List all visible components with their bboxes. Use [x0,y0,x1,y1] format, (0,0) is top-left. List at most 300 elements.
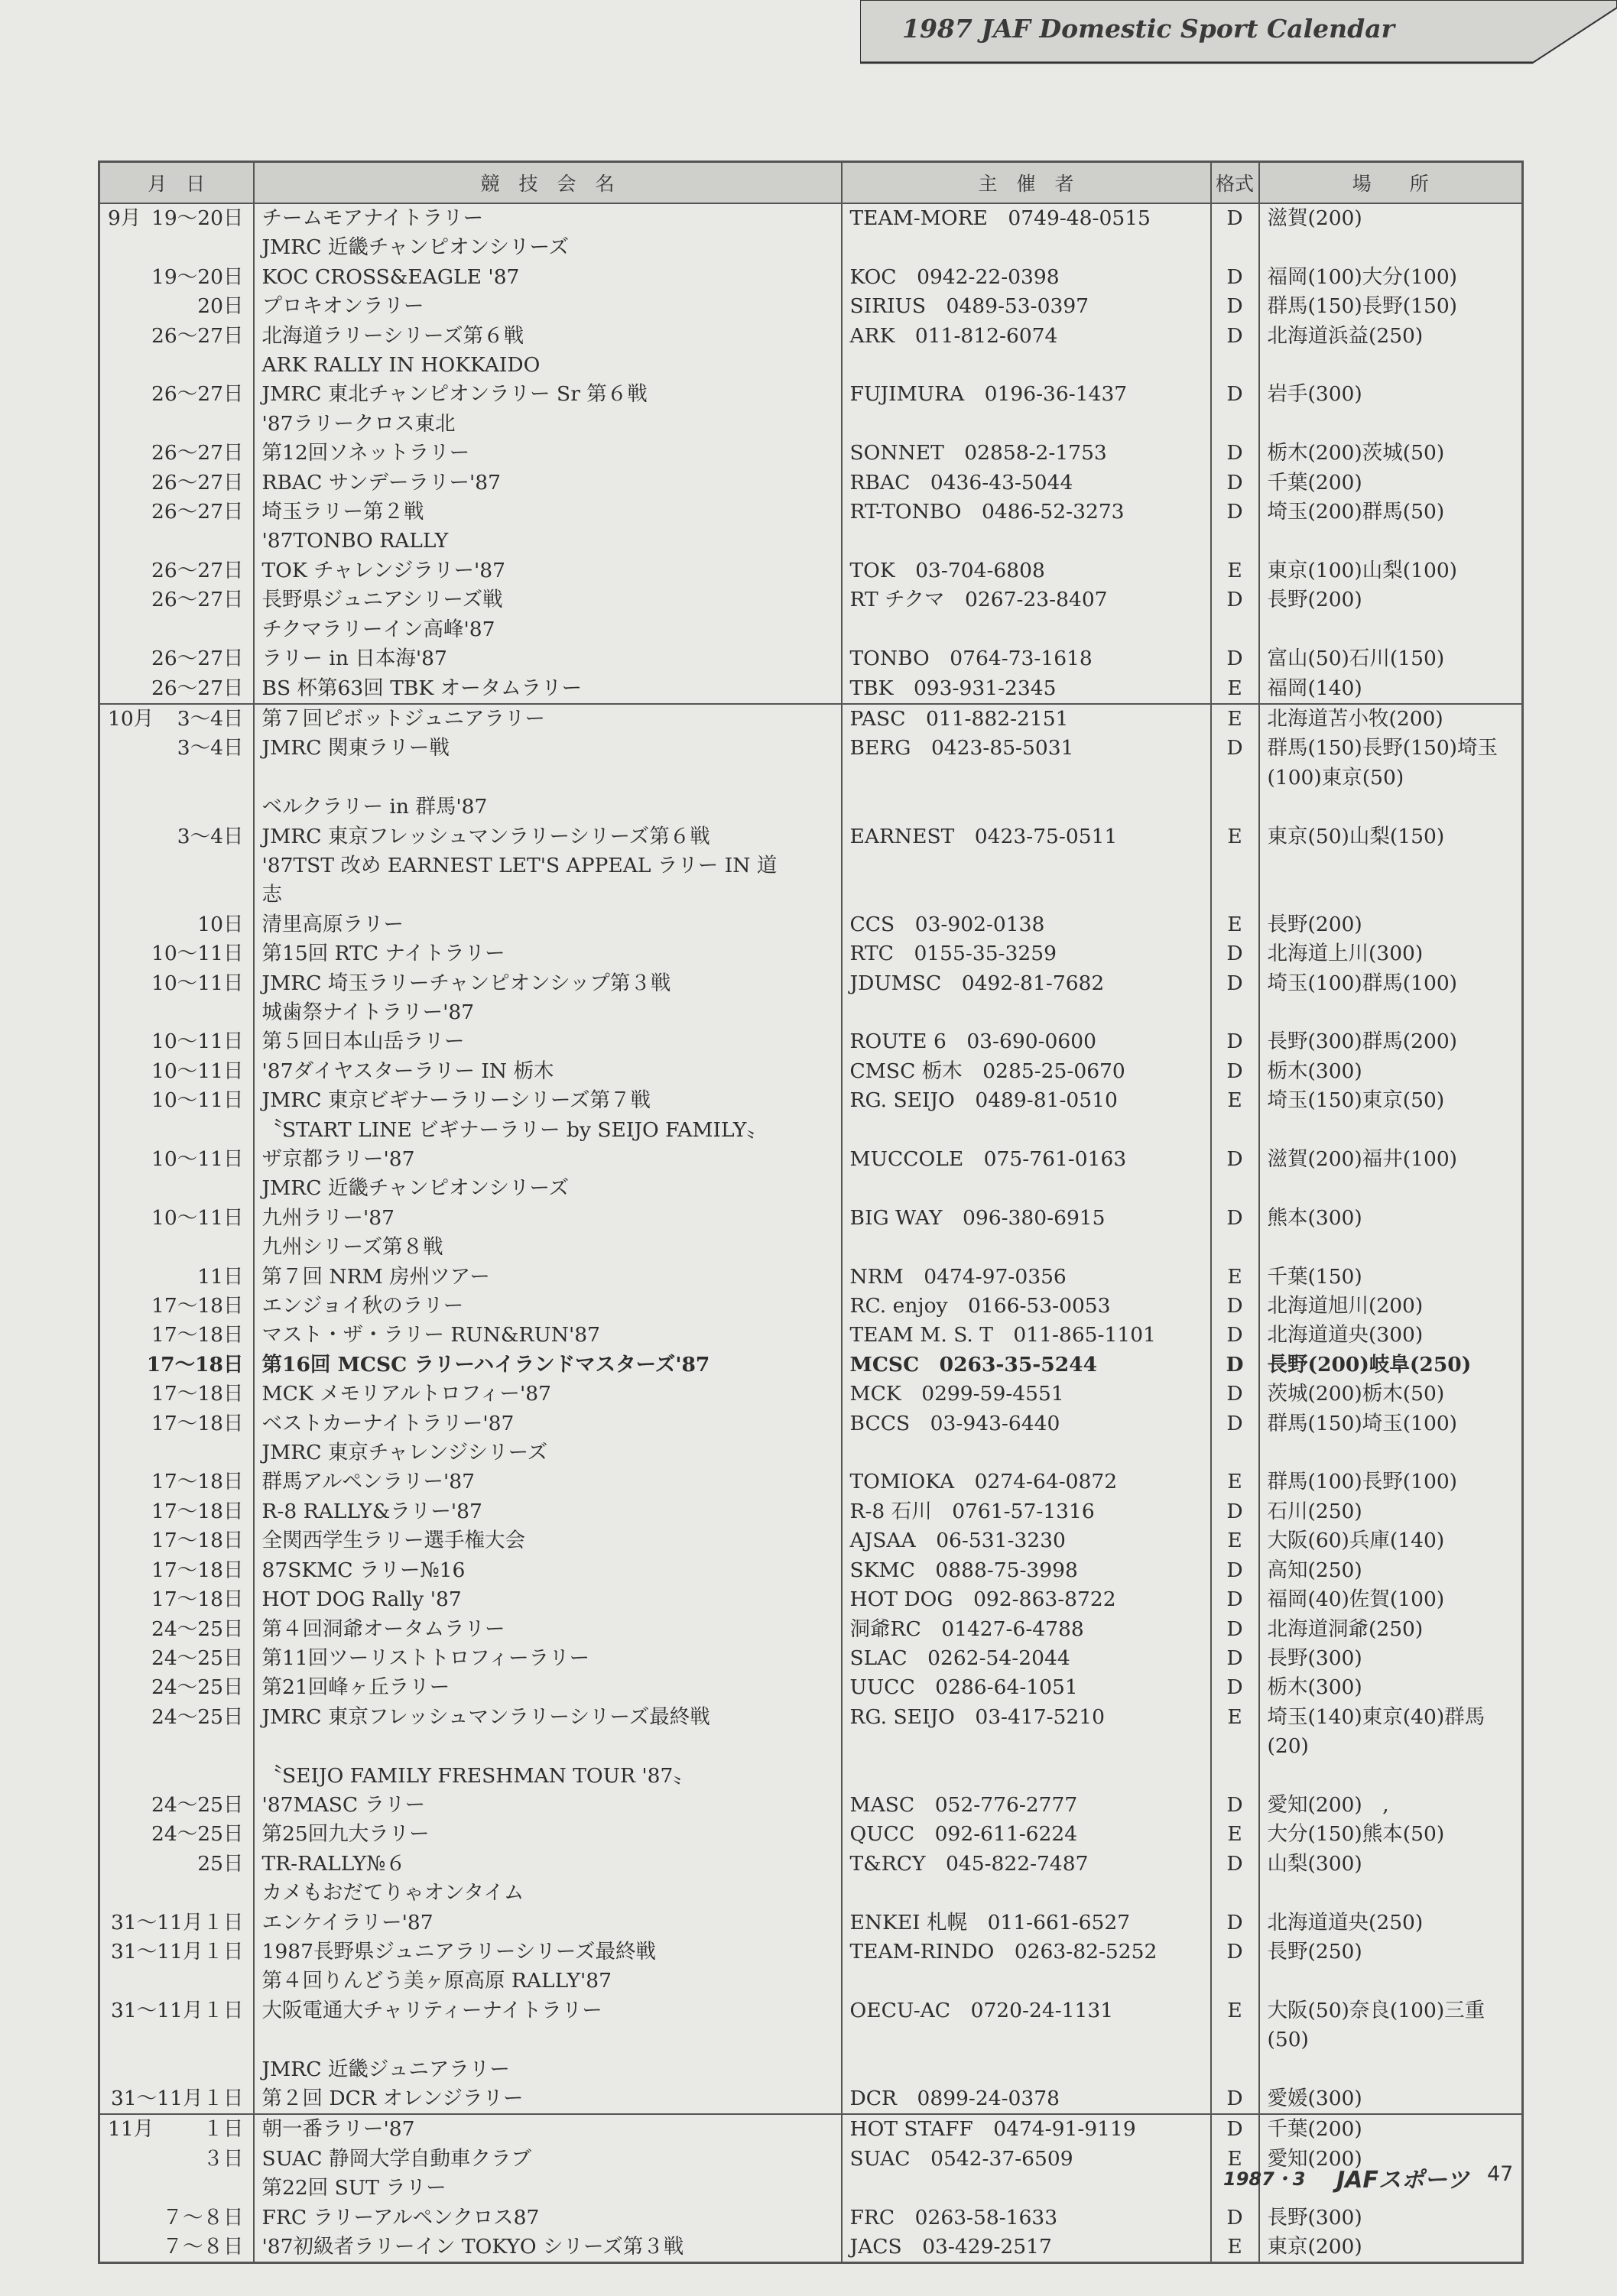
organizer: MCK 0299-59-4551 [842,1380,1211,1409]
venue: 長野(300) [1259,1644,1523,1673]
event-date [99,1879,254,1908]
table-row [99,1762,1523,1791]
event-date [99,1027,254,1056]
format: E [1211,1263,1259,1292]
organizer: NRM 0474-97-0356 [842,1263,1211,1292]
event-date [99,880,254,910]
event-date [99,910,254,939]
event-name: JMRC 近畿ジュニアラリー [254,2055,842,2084]
format [1211,1174,1259,1203]
event-name: MCK メモリアルトロフィー'87 [254,1380,842,1409]
event-name: JMRC 東京フレッシュマンラリーシリーズ第６戦 [254,822,842,851]
format [1211,1116,1259,1145]
event-name: 87SKMC ラリー№16 [254,1556,842,1585]
date-range: 17～18日 [151,1529,244,1553]
table-row [99,410,1523,439]
venue: 石川(250) [1259,1497,1523,1526]
event-name: 第５回日本山岳ラリー [254,1027,842,1056]
event-date [99,203,254,233]
event-name: チクマラリーイン高峰'87 [254,615,842,644]
venue [1259,233,1523,262]
table-row [99,704,1523,734]
organizer [842,1879,1211,1908]
venue: 大阪(50)奈良(100)三重(50) [1259,1996,1523,2055]
organizer: RG. SEIJO 0489-81-0510 [842,1086,1211,1115]
format: D [1211,939,1259,968]
event-date [99,939,254,968]
page-number: 47 [1487,2162,1514,2186]
date-range: 26～27日 [151,558,244,582]
venue: 群馬(150)長野(150) [1259,292,1523,321]
format: D [1211,1204,1259,1233]
table-row [99,1027,1523,1056]
venue: 山梨(300) [1259,1850,1523,1879]
event-date [99,1057,254,1086]
organizer: RTC 0155-35-3259 [842,939,1211,968]
event-name: 大阪電通大チャリティーナイトラリー [254,1996,842,2055]
event-date [99,1086,254,1115]
date-range: 3～4日 [177,824,244,848]
date-range: 10日 [197,912,244,936]
event-date [99,2114,254,2144]
format: D [1211,734,1259,793]
table-row [99,1351,1523,1380]
event-date [99,1791,254,1820]
event-name: TOK チャレンジラリー'87 [254,556,842,585]
table-row [99,1820,1523,1849]
format: D [1211,2204,1259,2233]
organizer: BERG 0423-85-5031 [842,734,1211,793]
format [1211,880,1259,910]
venue: 東京(50)山梨(150) [1259,822,1523,851]
event-name: カメもおだてりゃオンタイム [254,1879,842,1908]
date-range: 26～27日 [151,500,244,524]
format [1211,793,1259,822]
format: D [1211,585,1259,615]
date-range: 3～4日 [177,736,244,760]
venue: 滋賀(200)福井(100) [1259,1145,1523,1174]
event-date [99,1321,254,1350]
organizer: EARNEST 0423-75-0511 [842,822,1211,851]
event-date [99,439,254,468]
event-name: 第11回ツーリストトロフィーラリー [254,1644,842,1673]
event-date [99,2204,254,2233]
table-row [99,585,1523,615]
format: E [1211,1526,1259,1555]
event-name: JMRC 東京フレッシュマンラリーシリーズ最終戦 [254,1703,842,1762]
organizer: TEAM-RINDO 0263-82-5252 [842,1938,1211,1967]
event-name: 埼玉ラリー第２戦 [254,498,842,527]
format [1211,233,1259,262]
format: D [1211,1644,1259,1673]
organizer: RT-TONBO 0486-52-3273 [842,498,1211,527]
organizer [842,1762,1211,1791]
event-date [99,1908,254,1938]
table-row [99,469,1523,498]
organizer: MUCCOLE 075-761-0163 [842,1145,1211,1174]
venue [1259,410,1523,439]
venue: 群馬(100)長野(100) [1259,1467,1523,1497]
event-name: KOC CROSS&EAGLE '87 [254,263,842,292]
date-range: 31～11月１日 [111,2087,244,2110]
event-date [99,1174,254,1203]
venue: 長野(200)岐阜(250) [1259,1351,1523,1380]
venue: 北海道道央(300) [1259,1321,1523,1350]
event-name: 北海道ラリーシリーズ第６戦 [254,322,842,351]
calendar-banner [860,0,1617,70]
table-row [99,1321,1523,1350]
month-label: 9月 [108,206,141,230]
venue: 大阪(60)兵庫(140) [1259,1526,1523,1555]
format [1211,1879,1259,1908]
date-range: ３日 [203,2146,244,2171]
format: D [1211,1556,1259,1585]
organizer: ENKEI 札幌 011-661-6527 [842,1908,1211,1938]
table-row [99,1556,1523,1585]
format [1211,1762,1259,1791]
date-range: 17～18日 [151,1294,244,1318]
date-range: 24～25日 [151,1822,244,1847]
table-row [99,233,1523,262]
event-date [99,793,254,822]
organizer: FRC 0263-58-1633 [842,2204,1211,2233]
event-name: 第22回 SUT ラリー [254,2174,842,2203]
event-date [99,822,254,851]
format: D [1211,1027,1259,1056]
format: D [1211,1292,1259,1321]
event-name: R-8 RALLY&ラリー'87 [254,1497,842,1526]
format: D [1211,1409,1259,1438]
event-name: 城歯祭ナイトラリー'87 [254,998,842,1027]
venue [1259,1174,1523,1203]
event-date [99,1850,254,1879]
table-row [99,292,1523,321]
event-name: ザ京都ラリー'87 [254,1145,842,1174]
venue [1259,1438,1523,1467]
organizer: TEAM M. S. T 011-865-1101 [842,1321,1211,1350]
format [1211,351,1259,380]
event-date [99,615,254,644]
table-row [99,2114,1523,2144]
date-range: 10～11日 [151,1205,244,1230]
format [1211,615,1259,644]
event-name: 第７回 NRM 房州ツアー [254,1263,842,1292]
event-name: チームモアナイトラリー [254,203,842,233]
table-row [99,1467,1523,1497]
venue: 北海道洞爺(250) [1259,1615,1523,1644]
event-name: 1987長野県ジュニアラリーシリーズ最終戦 [254,1938,842,1967]
venue [1259,880,1523,910]
event-date [99,1556,254,1585]
event-name: エンジョイ秋のラリー [254,1292,842,1321]
venue: 愛知(200) [1259,2145,1523,2174]
event-date [99,527,254,556]
event-date [99,263,254,292]
event-name: 九州ラリー'87 [254,1204,842,1233]
event-date [99,1644,254,1673]
event-name: JMRC 東北チャンピオンラリー Sr 第６戦 [254,380,842,409]
format: E [1211,2145,1259,2174]
organizer [842,1967,1211,1996]
format: E [1211,674,1259,704]
organizer: MASC 052-776-2777 [842,1791,1211,1820]
table-row [99,498,1523,527]
venue: 富山(50)石川(150) [1259,644,1523,673]
format: D [1211,1615,1259,1644]
event-name: 第２回 DCR オレンジラリー [254,2084,842,2114]
date-range: 31～11月１日 [111,1910,244,1934]
event-name: 第12回ソネットラリー [254,439,842,468]
format [1211,1438,1259,1467]
venue: 長野(250) [1259,1938,1523,1967]
event-date [99,1292,254,1321]
event-name: 志 [254,880,842,910]
table-row [99,910,1523,939]
event-date [99,998,254,1027]
format [1211,2055,1259,2084]
event-name: ラリー in 日本海'87 [254,644,842,673]
event-date [99,1615,254,1644]
table-row [99,1409,1523,1438]
organizer: CMSC 栃木 0285-25-0670 [842,1057,1211,1086]
event-date [99,1409,254,1438]
format: D [1211,380,1259,409]
event-date [99,469,254,498]
event-name: ベストカーナイトラリー'87 [254,1409,842,1438]
format: D [1211,1497,1259,1526]
table-row [99,439,1523,468]
format: D [1211,2114,1259,2144]
format: D [1211,1380,1259,1409]
format [1211,851,1259,880]
table-row [99,1938,1523,1967]
event-name: ベルクラリー in 群馬'87 [254,793,842,822]
event-name: 第15回 RTC ナイトラリー [254,939,842,968]
format: E [1211,1086,1259,1115]
venue: 埼玉(200)群馬(50) [1259,498,1523,527]
event-date [99,351,254,380]
event-name: '87初級者ラリーイン TOKYO シリーズ第３戦 [254,2233,842,2263]
event-date [99,1467,254,1497]
date-range: 24～25日 [151,1675,244,1700]
event-name: JMRC 埼玉ラリーチャンピオンシップ第３戦 [254,969,842,998]
venue: 千葉(200) [1259,469,1523,498]
organizer: TBK 093-931-2345 [842,674,1211,704]
format [1211,527,1259,556]
table-row [99,1908,1523,1938]
venue: 栃木(300) [1259,1673,1523,1702]
organizer: PASC 011-882-2151 [842,704,1211,734]
format: D [1211,469,1259,498]
organizer: 洞爺RC 01427-6-4788 [842,1615,1211,1644]
organizer: JACS 03-429-2517 [842,2233,1211,2263]
table-row [99,1380,1523,1409]
date-range: 26～27日 [151,588,244,612]
sport-calendar-table [98,161,1524,2264]
format: D [1211,292,1259,321]
organizer: ROUTE 6 03-690-0600 [842,1027,1211,1056]
date-range: 10～11日 [151,1059,244,1083]
date-range: 17～18日 [151,1470,244,1494]
venue: 東京(200) [1259,2233,1523,2263]
event-date [99,1263,254,1292]
table-row [99,1116,1523,1145]
date-range: 19～20日 [151,264,244,289]
table-row [99,2055,1523,2084]
format [1211,1967,1259,1996]
venue: 福岡(40)佐賀(100) [1259,1585,1523,1614]
venue: 長野(300) [1259,2204,1523,2233]
organizer: SLAC 0262-54-2044 [842,1644,1211,1673]
table-row [99,1263,1523,1292]
event-date [99,585,254,615]
venue: 長野(200) [1259,585,1523,615]
organizer [842,351,1211,380]
table-row [99,1673,1523,1702]
event-name: JMRC 近畿チャンピオンシリーズ [254,1174,842,1203]
event-name: '87MASC ラリー [254,1791,842,1820]
magazine-name: JAFスポーツ [1336,2167,1469,2194]
event-name: プロキオンラリー [254,292,842,321]
format: D [1211,1321,1259,1350]
date-range: 10～11日 [151,971,244,995]
event-date [99,410,254,439]
event-date [99,1820,254,1849]
format: D [1211,1850,1259,1879]
organizer [842,2174,1211,2203]
event-date [99,1233,254,1262]
issue-label: 1987・3 [1223,2168,1306,2190]
format [1211,410,1259,439]
event-name: 九州シリーズ第８戦 [254,1233,842,1262]
table-row [99,263,1523,292]
organizer: TONBO 0764-73-1618 [842,644,1211,673]
event-name: マスト・ザ・ラリー RUN&RUN'87 [254,1321,842,1350]
event-date [99,1585,254,1614]
date-range: 24～25日 [151,1704,244,1729]
table-row [99,1615,1523,1644]
organizer [842,1116,1211,1145]
table-row [99,322,1523,351]
event-name: 第25回九大ラリー [254,1820,842,1849]
table-row [99,351,1523,380]
event-name: 第４回りんどう美ヶ原高原 RALLY'87 [254,1967,842,1996]
venue: 群馬(150)埼玉(100) [1259,1409,1523,1438]
organizer: BIG WAY 096-380-6915 [842,1204,1211,1233]
event-date [99,1438,254,1467]
organizer: QUCC 092-611-6224 [842,1820,1211,1849]
organizer [842,410,1211,439]
table-row [99,1057,1523,1086]
header-date: 月 日 [99,162,254,204]
month-label: 11月 [108,2117,154,2142]
event-name: RBAC サンデーラリー'87 [254,469,842,498]
table-row [99,527,1523,556]
event-name: '87TST 改め EARNEST LET'S APPEAL ラリー IN 道 [254,851,842,880]
format: D [1211,1057,1259,1086]
event-name: '87TONBO RALLY [254,527,842,556]
format: D [1211,644,1259,673]
venue: 滋賀(200) [1259,203,1523,233]
venue [1259,1879,1523,1908]
date-range: 17～18日 [151,1587,244,1612]
format: D [1211,1673,1259,1702]
venue [1259,1762,1523,1791]
event-date [99,1996,254,2055]
date-range: 3～4日 [177,706,244,731]
date-range: 24～25日 [151,1617,244,1641]
venue: 愛知(200) , [1259,1791,1523,1820]
venue: 岩手(300) [1259,380,1523,409]
venue: 大分(150)熊本(50) [1259,1820,1523,1849]
organizer: JDUMSC 0492-81-7682 [842,969,1211,998]
format: D [1211,203,1259,233]
venue: 長野(300)群馬(200) [1259,1027,1523,1056]
venue: 茨城(200)栃木(50) [1259,1380,1523,1409]
date-range: 10～11日 [151,1147,244,1171]
venue: 福岡(140) [1259,674,1523,704]
event-name: 全関西学生ラリー選手権大会 [254,1526,842,1555]
venue: 東京(100)山梨(100) [1259,556,1523,585]
event-name: エンケイラリー'87 [254,1908,842,1938]
date-range: 10～11日 [151,942,244,966]
venue: 高知(250) [1259,1556,1523,1585]
organizer: DCR 0899-24-0378 [842,2084,1211,2114]
venue: 千葉(200) [1259,2114,1523,2144]
event-date [99,1703,254,1762]
organizer: FUJIMURA 0196-36-1437 [842,380,1211,409]
event-name: 〝START LINE ビギナーラリー by SEIJO FAMILY〟 [254,1116,842,1145]
event-name: 第４回洞爺オータムラリー [254,1615,842,1644]
table-row [99,674,1523,704]
table-row [99,793,1523,822]
event-date [99,851,254,880]
format: D [1211,1791,1259,1820]
table-row [99,615,1523,644]
date-range: 24～25日 [151,1646,244,1670]
date-range: 17～18日 [151,1382,244,1406]
date-range: 26～27日 [151,470,244,495]
event-name: '87ダイヤスターラリー IN 栃木 [254,1057,842,1086]
event-name: HOT DOG Rally '87 [254,1585,842,1614]
event-name: FRC ラリーアルペンクロス87 [254,2204,842,2233]
organizer: OECU-AC 0720-24-1131 [842,1996,1211,2055]
table-row [99,1174,1523,1203]
venue: 福岡(100)大分(100) [1259,263,1523,292]
organizer: R-8 石川 0761-57-1316 [842,1497,1211,1526]
event-date [99,1204,254,1233]
table-row [99,1644,1523,1673]
venue: 北海道旭川(200) [1259,1292,1523,1321]
venue: 熊本(300) [1259,1204,1523,1233]
event-date [99,1762,254,1791]
table-row [99,1292,1523,1321]
table-row [99,203,1523,233]
date-range: 17～18日 [151,1558,244,1582]
date-range: 31～11月１日 [111,1939,244,1964]
event-date [99,1116,254,1145]
organizer: RG. SEIJO 03-417-5210 [842,1703,1211,1762]
event-name: SUAC 静岡大学自動車クラブ [254,2145,842,2174]
table-row [99,851,1523,880]
date-range: 31～11月１日 [111,1998,244,2022]
event-date [99,969,254,998]
format: E [1211,1996,1259,2055]
event-name: TR-RALLY№６ [254,1850,842,1879]
event-date [99,292,254,321]
organizer [842,1438,1211,1467]
organizer: SIRIUS 0489-53-0397 [842,292,1211,321]
